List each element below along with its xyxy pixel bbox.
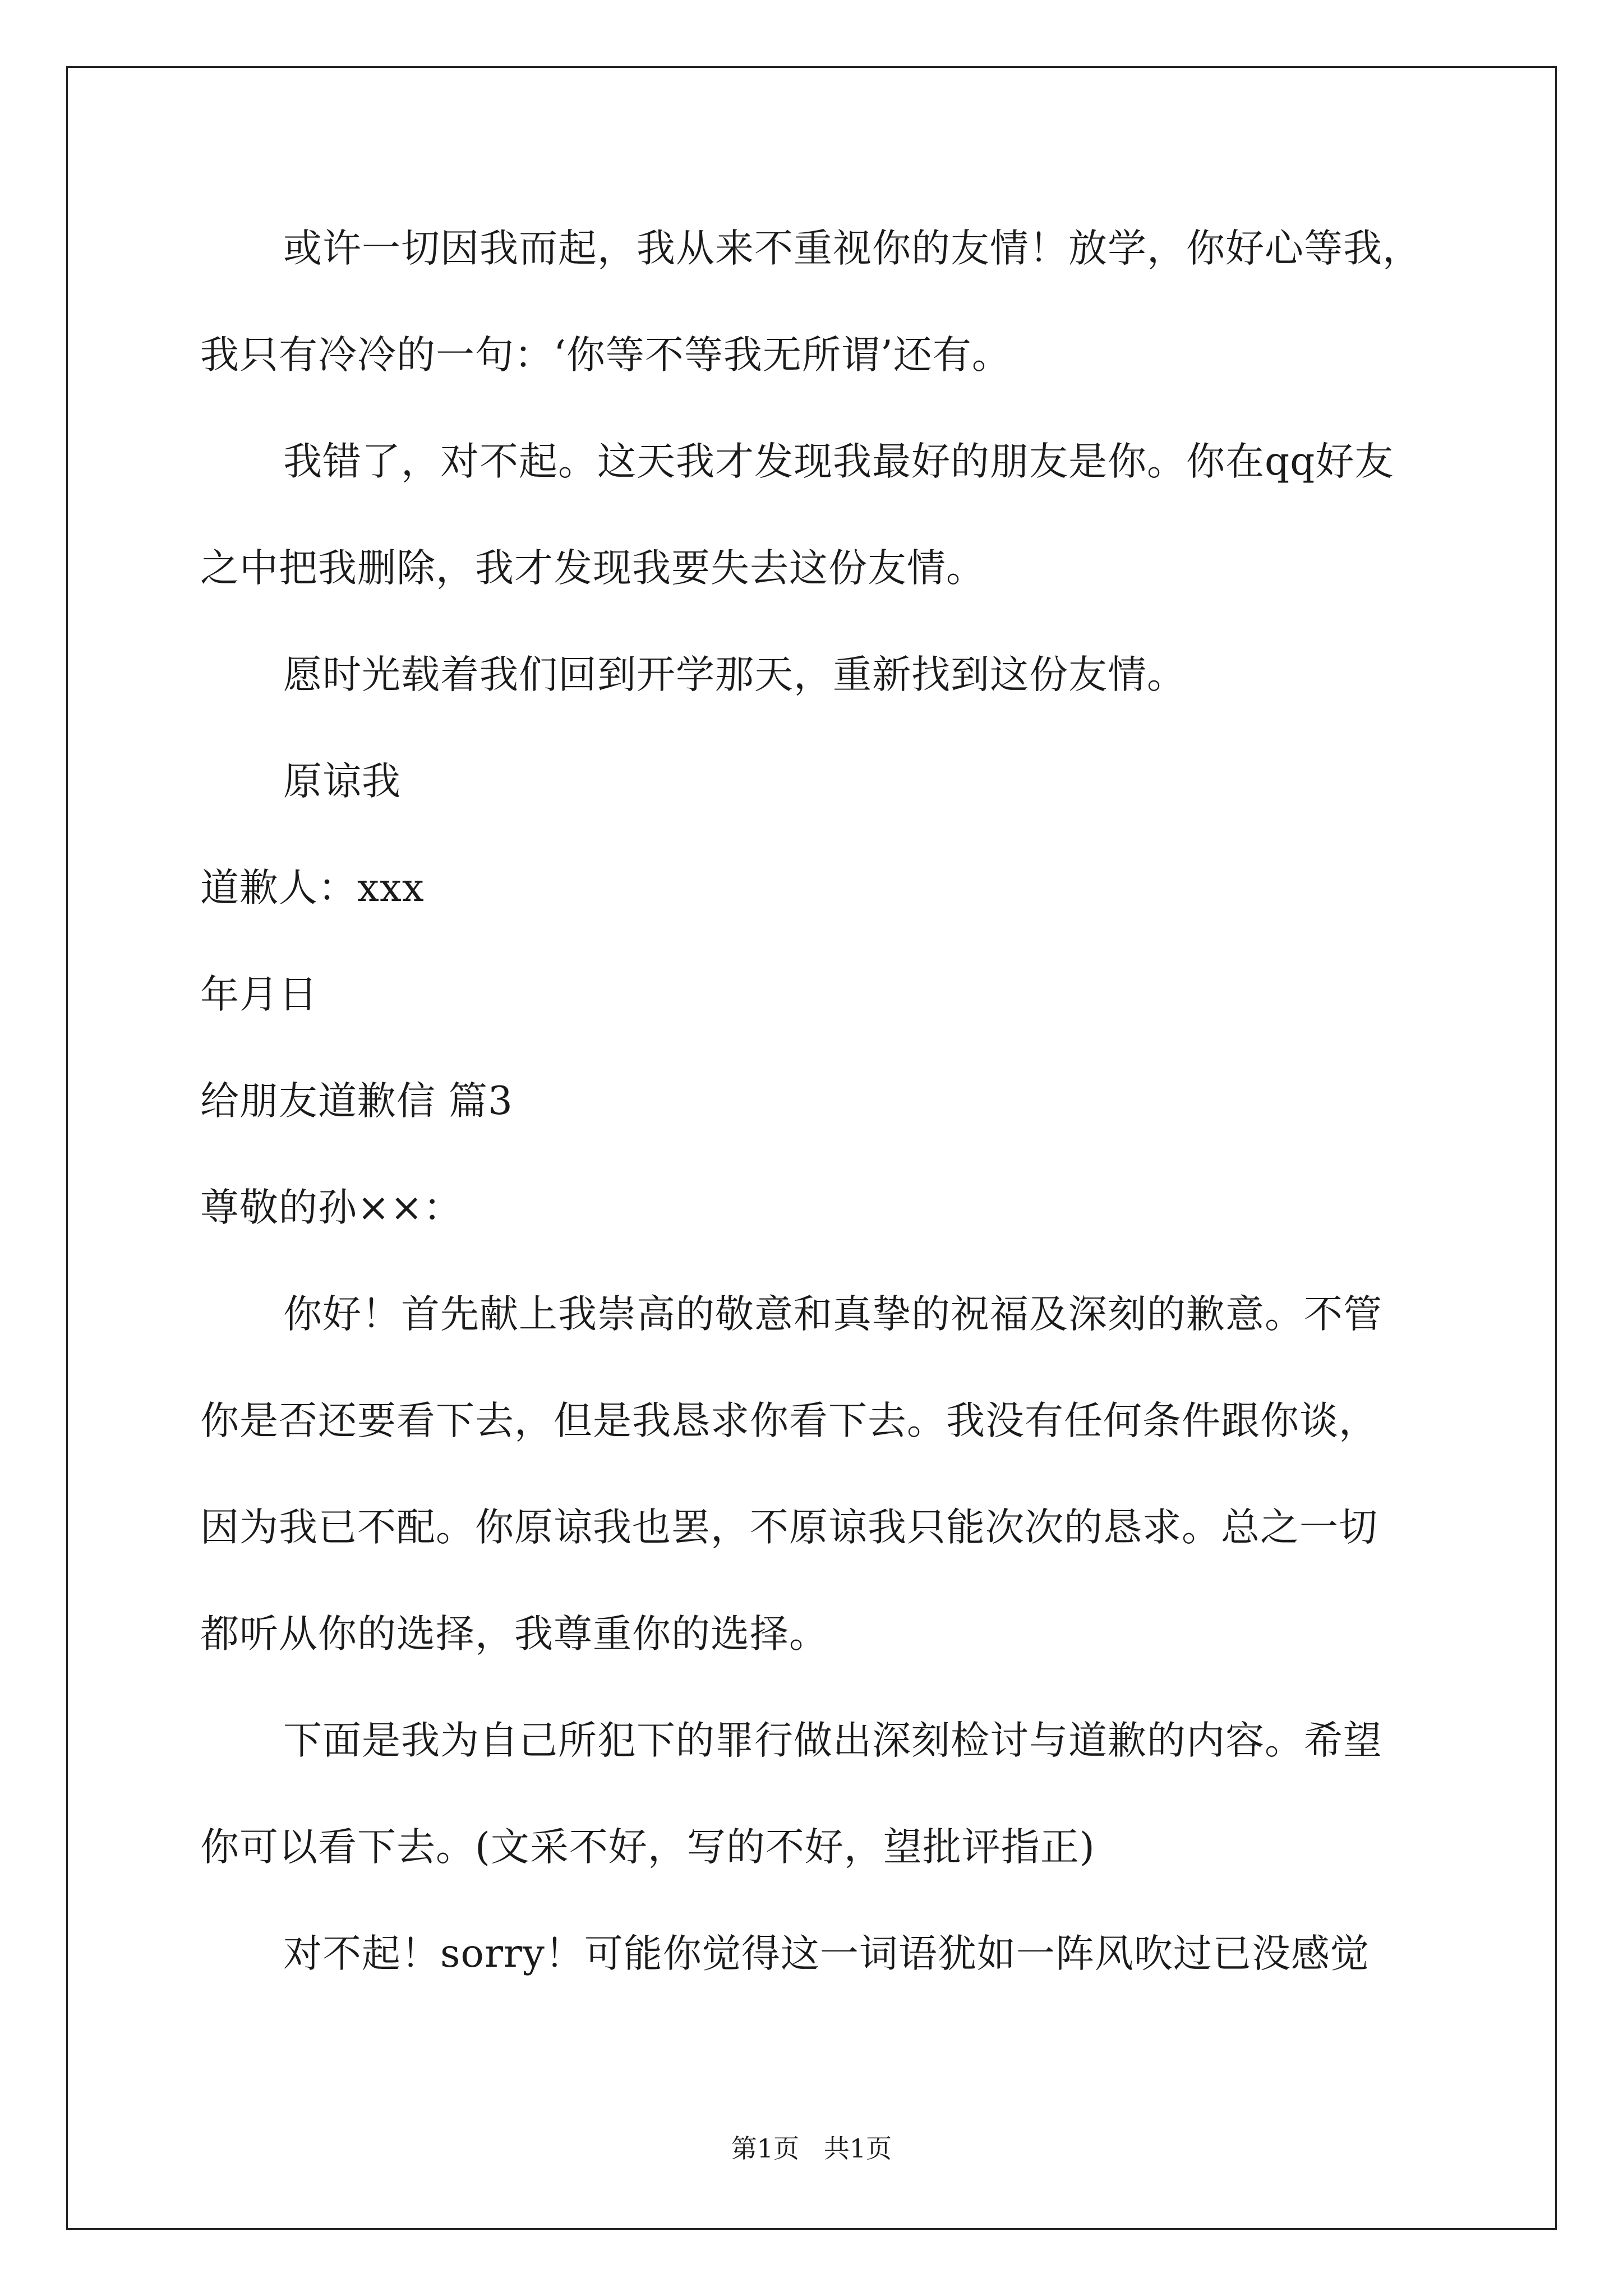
date-line: 年月日 (200, 972, 318, 1017)
signature-line: 道歉人：xxx (200, 866, 425, 910)
text-line: 之中把我删除，我才发现我要失去这份友情。 (200, 546, 985, 591)
section-title: 给朋友道歉信 篇3 (200, 1079, 513, 1124)
text-line: 愿时光载着我们回到开学那天，重新找到这份友情。 (283, 652, 1186, 697)
text-line: 你可以看下去。(文采不好，写的不好，望批评指正) (200, 1825, 1095, 1870)
salutation: 尊敬的孙××： (200, 1185, 463, 1230)
page-footer: 第1页 共1页 (731, 2133, 892, 2164)
text-line: 对不起！sorry！可能你觉得这一词语犹如一阵风吹过已没感觉 (283, 1931, 1370, 1976)
text-line: 下面是我为自己所犯下的罪行做出深刻检讨与道歉的内容。希望 (283, 1718, 1382, 1763)
document-body (200, 195, 1434, 2007)
text-line: 或许一切因我而起，我从来不重视你的友情！放学，你好心等我， (283, 226, 1422, 271)
text-line: 因为我已不配。你原谅我也罢，不原谅我只能次次的恳求。总之一切 (200, 1505, 1378, 1550)
text-line: 我只有冷冷的一句：‘你等不等我无所谓’还有。 (200, 333, 1011, 378)
text-line: 你好！首先献上我崇高的敬意和真挚的祝福及深刻的歉意。不管 (283, 1292, 1382, 1337)
text-line: 都听从你的选择，我尊重你的选择。 (200, 1612, 828, 1657)
text-line: 你是否还要看下去，但是我恳求你看下去。我没有任何条件跟你谈， (200, 1398, 1378, 1443)
text-line: 我错了，对不起。这天我才发现我最好的朋友是你。你在qq好友 (283, 439, 1394, 484)
text-line: 原谅我 (283, 759, 401, 804)
